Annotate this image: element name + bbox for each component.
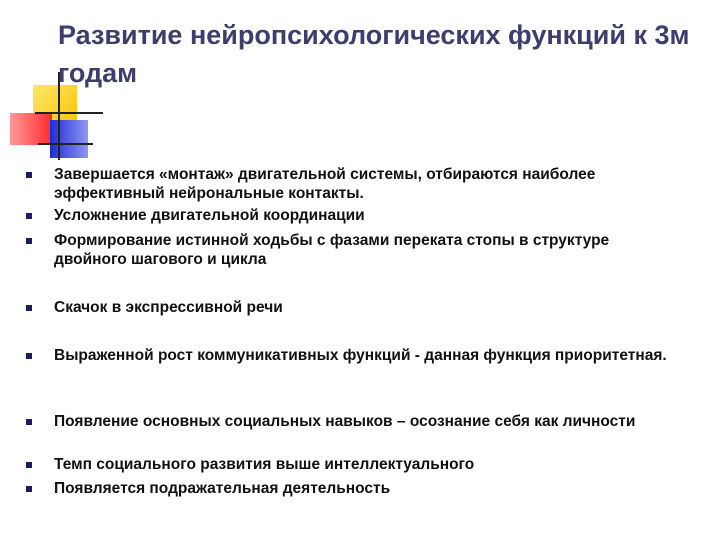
list-item bbox=[26, 231, 686, 269]
list-item bbox=[26, 206, 686, 225]
square-bullet-icon bbox=[26, 353, 32, 359]
square-bullet-icon bbox=[26, 305, 32, 311]
list-item-text: Появление основных социальных навыков – осознание себя как личности bbox=[54, 413, 636, 430]
list-item-text: Выраженной рост коммуникативных функций - данная функция приоритетная. bbox=[54, 347, 667, 364]
list-item-text: Формирование истинной ходьбы с фазами переката стопы в структуре двойного шагового и цикла bbox=[54, 232, 610, 268]
list-item-text: Усложнение двигательной координации bbox=[54, 207, 365, 224]
slide-title: Развитие нейропсихологических функций к 3м годам bbox=[58, 20, 690, 88]
list-item bbox=[26, 412, 686, 431]
list-item bbox=[26, 455, 686, 474]
list-item-text: Завершается «монтаж» двигательной системы, отбираются наиболее эффективный нейрональные контакты. bbox=[54, 166, 596, 202]
list-item bbox=[26, 165, 686, 203]
square-bullet-icon bbox=[26, 486, 32, 492]
square-bullet-icon bbox=[26, 213, 32, 219]
list-item bbox=[26, 346, 686, 365]
list-item-text: Скачок в экспрессивной речи bbox=[54, 299, 283, 316]
list-item bbox=[26, 479, 686, 498]
square-bullet-icon bbox=[26, 238, 32, 244]
square-bullet-icon bbox=[26, 462, 32, 468]
list-item-text: Появляется подражательная деятельность bbox=[54, 480, 391, 497]
square-bullet-icon bbox=[26, 172, 32, 178]
list-item bbox=[26, 298, 686, 317]
list-item-text: Темп социального развития выше интеллектуального bbox=[54, 456, 475, 473]
square-bullet-icon bbox=[26, 419, 32, 425]
